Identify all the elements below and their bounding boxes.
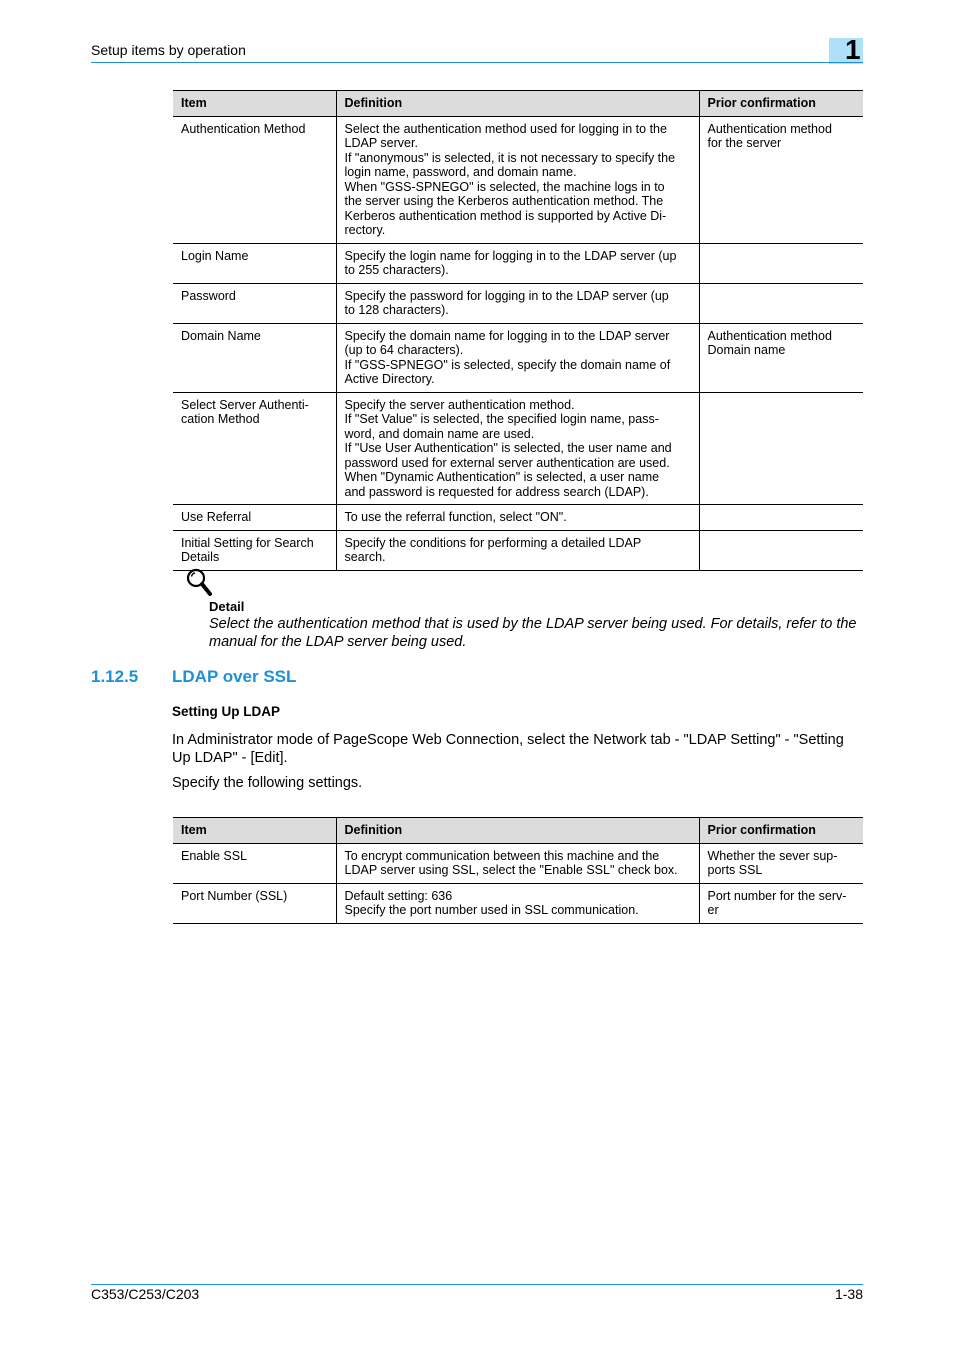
table-row: [173, 530, 863, 570]
table-row: [173, 505, 863, 531]
item-cell: Domain Name: [173, 323, 336, 392]
ldap-settings-table: [173, 90, 863, 571]
table-row: [173, 243, 863, 283]
detail-label: Detail: [209, 599, 245, 614]
table-row: [173, 283, 863, 323]
prior-cell: Whether the sever sup- ports SSL: [699, 843, 863, 883]
definition-cell: To encrypt communication between this machine and the LDAP server using SSL, select the "Enable SSL" check box.: [336, 843, 699, 883]
detail-note: Select the authentication method that is used by the LDAP server being used. For details, refer to the manual for the LDAP server being used.: [209, 616, 857, 650]
item-cell: Password: [173, 283, 336, 323]
ssl-settings-table: [173, 817, 863, 924]
instruction-paragraph-2: Specify the following settings.: [172, 775, 363, 791]
definition-cell: Default setting: 636 Specify the port number used in SSL communication.: [336, 883, 699, 923]
item-cell: Port Number (SSL): [173, 883, 336, 923]
section-number: 1.12.5: [91, 667, 139, 686]
definition-cell: To use the referral function, select "ON".: [336, 505, 699, 531]
chapter-number: 1: [845, 34, 861, 65]
running-header: Setup items by operation: [91, 42, 246, 58]
definition-cell: Specify the conditions for performing a detailed LDAP search.: [336, 530, 699, 570]
column-header-prior-confirmation: Prior confirmation: [699, 91, 863, 117]
table-row: [173, 323, 863, 392]
item-cell: Authentication Method: [173, 116, 336, 243]
definition-cell: Specify the login name for logging in to the LDAP server (up to 255 characters).: [336, 243, 699, 283]
table-row: [173, 883, 863, 923]
prior-cell: Authentication method for the server: [699, 116, 863, 243]
prior-cell: Port number for the serv- er: [699, 883, 863, 923]
table-header-row: [173, 91, 863, 117]
definition-cell: Specify the server authentication method. If "Set Value" is selected, the specified login name, pass- word, and domain name are used. If "Use User Authentication" is selected, the user name and password used for external server authentication are used. When "Dynamic Authentication" is selected, a user name and password is requested for address search (LDAP).: [336, 392, 699, 505]
column-header-prior-confirmation: Prior confirmation: [699, 818, 863, 844]
item-cell: Select Server Authenti- cation Method: [173, 392, 336, 505]
prior-cell: [699, 243, 863, 283]
page-number: 1-38: [834, 1286, 863, 1302]
subheading: Setting Up LDAP: [172, 704, 280, 719]
item-cell: Use Referral: [173, 505, 336, 531]
table-header-row: [173, 818, 863, 844]
section-title: LDAP over SSL: [172, 667, 297, 686]
item-cell: Enable SSL: [173, 843, 336, 883]
column-header-definition: Definition: [336, 818, 699, 844]
prior-cell: [699, 392, 863, 505]
prior-cell: [699, 283, 863, 323]
definition-cell: Specify the password for logging in to the LDAP server (up to 128 characters).: [336, 283, 699, 323]
table-row: [173, 116, 863, 243]
magnifier-icon: [185, 567, 213, 597]
footer-model: C353/C253/C203: [91, 1286, 200, 1302]
prior-cell: Authentication method Domain name: [699, 323, 863, 392]
column-header-item: Item: [173, 91, 336, 117]
definition-cell: Specify the domain name for logging in to the LDAP server (up to 64 characters). If "GSS-SPNEGO" is selected, specify the domain name of Active Directory.: [336, 323, 699, 392]
column-header-item: Item: [173, 818, 336, 844]
table-row: [173, 843, 863, 883]
header-rule: [91, 62, 863, 63]
instruction-paragraph: In Administrator mode of PageScope Web Connection, select the Network tab - "LDAP Setting" - "Setting Up LDAP" - [Edit].: [172, 732, 844, 766]
item-cell: Initial Setting for Search Details: [173, 530, 336, 570]
table-row: [173, 392, 863, 505]
prior-cell: [699, 530, 863, 570]
definition-cell: Select the authentication method used for logging in to the LDAP server. If "anonymous" is selected, it is not necessary to specify the login name, password, and domain name. When "GSS-SPNEGO" is selected, the machine logs in to the server using the Kerberos authentication method. The Kerberos authentication method is supported by Active Di- rectory.: [336, 116, 699, 243]
item-cell: Login Name: [173, 243, 336, 283]
column-header-definition: Definition: [336, 91, 699, 117]
prior-cell: [699, 505, 863, 531]
footer-rule: [91, 1284, 863, 1285]
